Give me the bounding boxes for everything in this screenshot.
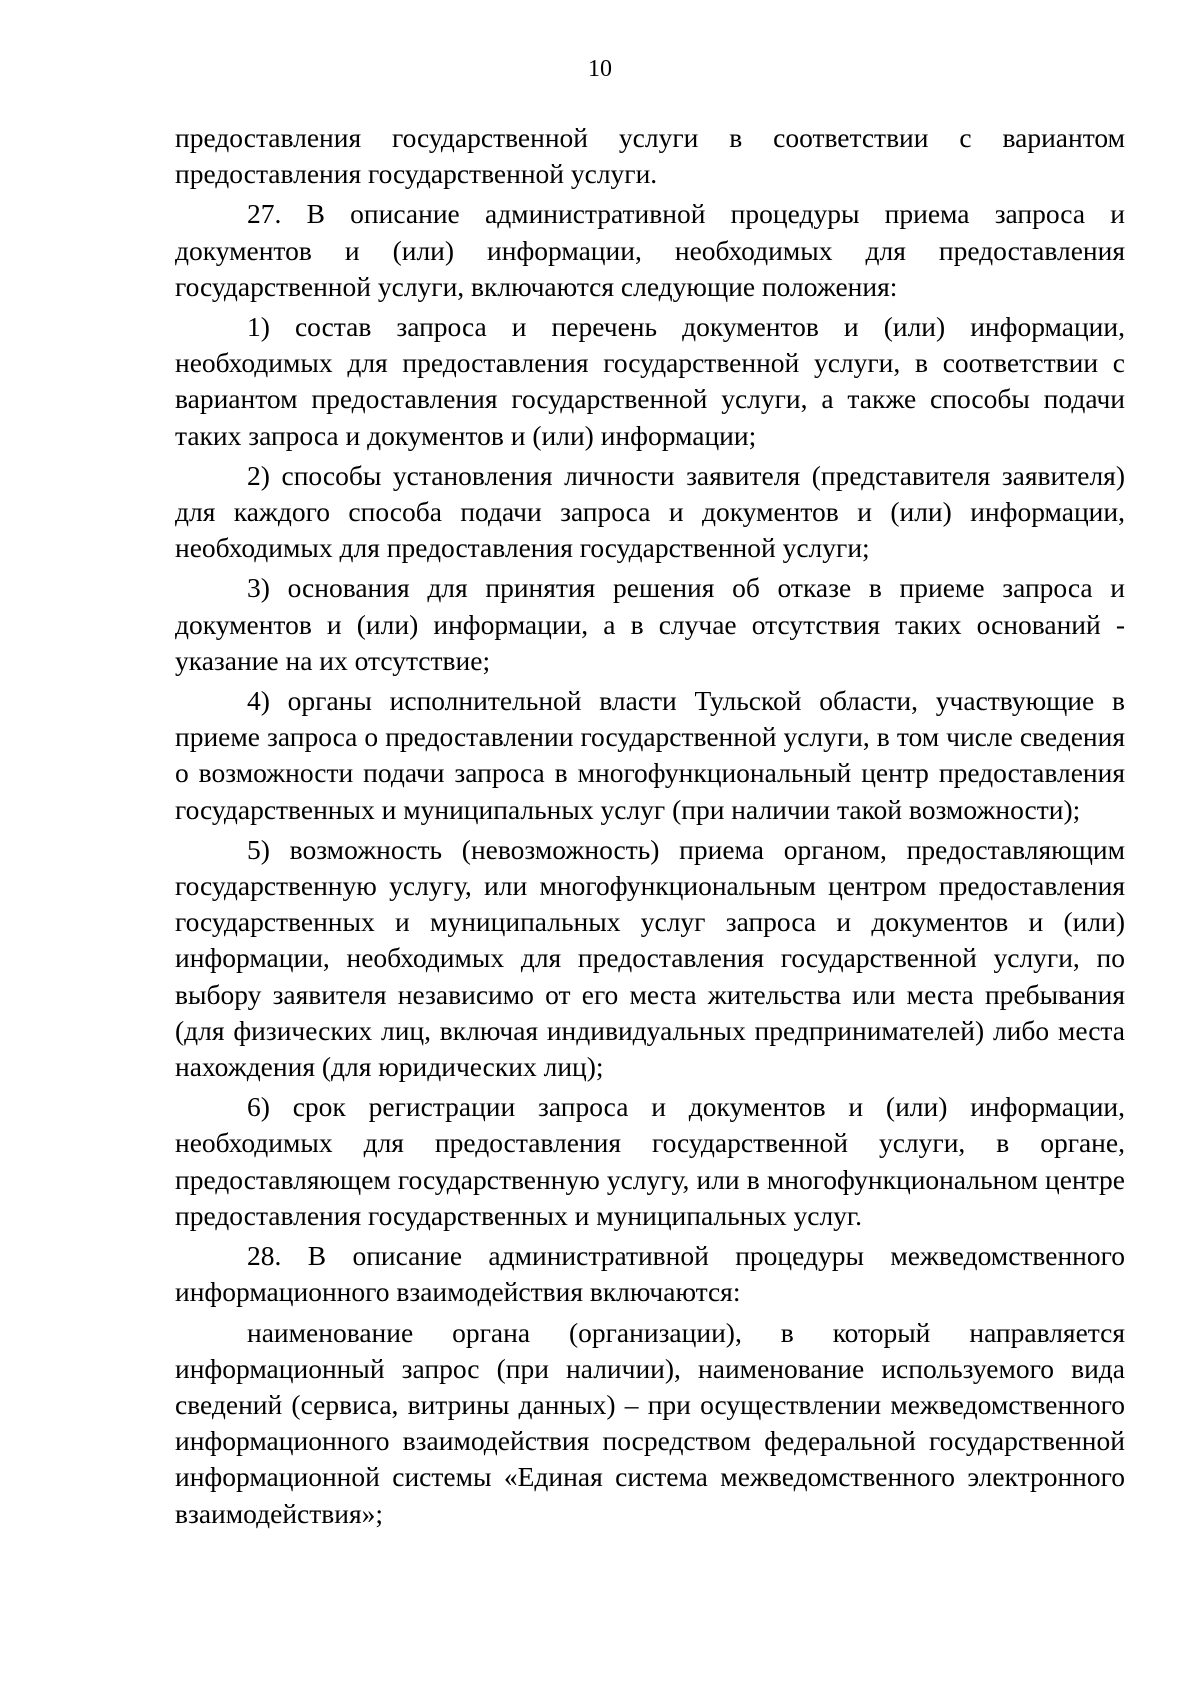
paragraph-subitem-2: 2) способы установления личности заявителя (представителя заявителя) для каждого способа подачи запроса и документов и (или) информации, необходимых для предоставления государственной услуги; <box>175 459 1125 564</box>
paragraph-subitem-5: 5) возможность (невозможность) приема органом, предоставляющим государственную услугу, или многофункциональным центром предоставления государственных и муниципальных услуг запроса и документов и (или) информации, необходимых для предоставления государственной услуги, по выбору заявителя независимо от его места жительства или места пребывания (для физических лиц, включая индивидуальных предпринимателей) либо места нахождения (для юридических лиц); <box>175 833 1125 1083</box>
paragraph-subitem-4: 4) органы исполнительной власти Тульской области, участвующие в приеме запроса о предоставлении государственной услуги, в том числе сведения о возможности подачи запроса в многофункциональный центр предоставления государственных и муниципальных услуг (при наличии такой возможности); <box>175 685 1125 825</box>
paragraph-subitem-1: 1) состав запроса и перечень документов и (или) информации, необходимых для предоставления государственной услуги, в соответствии с вариантом предоставления государственной услуги, а также способы подачи таких запроса и документов и (или) информации; <box>175 311 1125 451</box>
paragraph-item-27: 27. В описание административной процедуры приема запроса и документов и (или) информации, необходимых для предоставления государственной услуги, включаются следующие положения: <box>175 198 1125 302</box>
paragraph-subitem-6: 6) срок регистрации запроса и документов и (или) информации, необходимых для предоставления государственной услуги, в органе, предоставляющем государственную услугу, или в многофункциональном центре предоставления государственных и муниципальных услуг. <box>175 1091 1125 1231</box>
paragraph-item-28: 28. В описание административной процедуры межведомственного информационного взаимодействия включаются: <box>175 1240 1125 1308</box>
paragraph-subitem-3: 3) основания для принятия решения об отказе в приеме запроса и документов и (или) информации, а в случае отсутствия таких оснований - указание на их отсутствие; <box>175 572 1125 676</box>
paragraph-item-28-detail: наименование органа (организации), в который направляется информационный запрос (при наличии), наименование используемого вида сведений (сервиса, витрины данных) – при осуществлении межведомственного информационного взаимодействия посредством федеральной государственной информационной системы «Единая система межведомственного электронного взаимодействия»; <box>175 1316 1125 1529</box>
page-number: 10 <box>588 56 612 82</box>
document-body <box>175 120 1125 1536</box>
paragraph-continuation: предоставления государственной услуги в соответствии с вариантом предоставления государственной услуги. <box>175 122 1125 190</box>
